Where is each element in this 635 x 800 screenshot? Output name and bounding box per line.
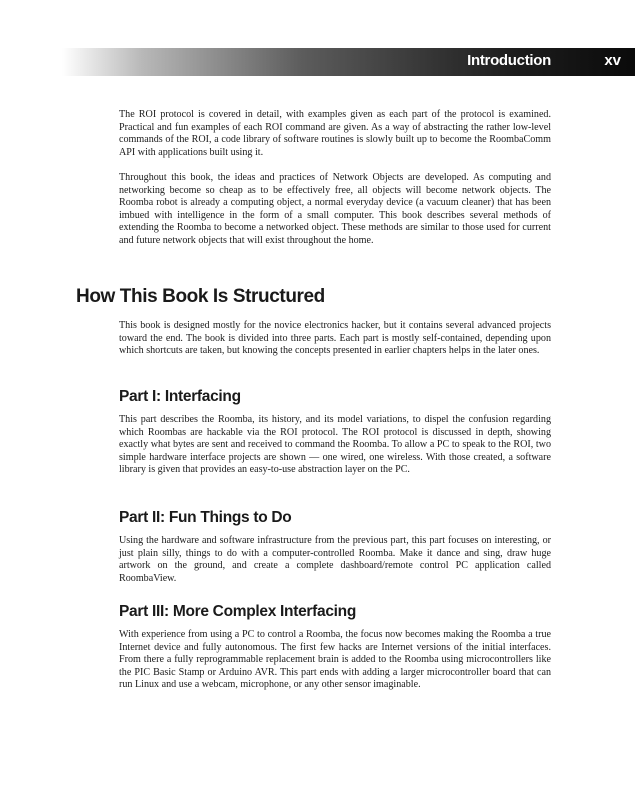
heading-book-structure: How This Book Is Structured [76, 286, 325, 307]
heading-part-3: Part III: More Complex Interfacing [119, 603, 356, 620]
running-header-bar [62, 48, 635, 76]
header-section-title: Introduction [467, 52, 551, 69]
heading-part-1: Part I: Interfacing [119, 388, 241, 405]
part-2-paragraph: Using the hardware and software infrastructure from the previous part, this part focuses on interesting, or just plain silly, things to do with a computer-controlled Roomba. Make it dance and sing, draw huge artwork on the ground, and create a complete dashboard/remote control PC application called RoombaView. [119, 535, 551, 584]
heading-part-2: Part II: Fun Things to Do [119, 509, 292, 526]
header-page-number: xv [604, 52, 621, 69]
intro-paragraph-1: The ROI protocol is covered in detail, with examples given as each part of the protocol is examined. Practical and fun examples of each ROI command are given. As a way of abstracting the rather low-level commands of the ROI, a code library of software routines is slowly built up to become the RoombaComm API with applications built using it. [119, 109, 551, 158]
part-1-paragraph: This part describes the Roomba, its history, and its model variations, to dispel the confusion regarding which Roombas are hackable via the ROI protocol. The ROI protocol is discussed in depth, showing exactly what bytes are sent and received to command the Roomba. To allow a PC to speak to the ROI, two simple hardware interface projects are shown — one wired, one wireless. With those created, a software library is given that provides an easy-to-use abstraction layer on the PC. [119, 414, 551, 476]
part-3-paragraph: With experience from using a PC to control a Roomba, the focus now becomes making the Roomba a true Internet device and fully autonomous. The first few hacks are Internet versions of the initial interfaces. From there a fully reprogrammable replacement brain is added to the Roomba using microcontrollers like the PIC Basic Stamp or Arduino AVR. This part ends with adding a larger microcontroller board that can run Linux and use a webcam, microphone, or any other sensor imaginable. [119, 629, 551, 691]
intro-paragraph-2: Throughout this book, the ideas and practices of Network Objects are developed. As computing and networking become so cheap as to be effectively free, all objects will become network objects. The Roomba robot is already a computing object, a normal everyday device (a vacuum cleaner) that has been imbued with intelligence in the form of a small computer. This book describes several methods of extending the Roomba to become a networked object. These methods are similar to those used for current and future network objects that will exist throughout the home. [119, 172, 551, 246]
structure-paragraph: This book is designed mostly for the novice electronics hacker, but it contains several advanced projects toward the end. The book is divided into three parts. Each part is mostly self-contained, depending upon which shortcuts are taken, but knowing the concepts presented in earlier chapters helps in the later ones. [119, 320, 551, 357]
